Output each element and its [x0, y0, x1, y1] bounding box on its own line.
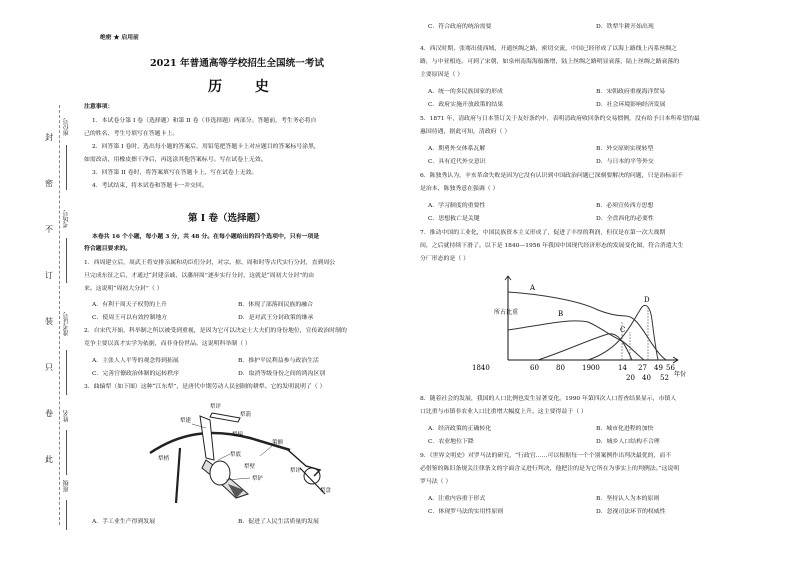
fill-line	[66, 350, 67, 395]
name-label: 姓名	[63, 410, 70, 422]
question-1-text: 1．西周建立后，周武王将安排亲属和功臣们分封，对宗、掠、周和时等古代实行分封，直到周公	[84, 260, 336, 266]
q8-option-c: C．农业地位下降	[428, 439, 474, 445]
question-5-text: 5．1871 年，清政府与日本签订关于友好条约中，表明清政府收回条约交易惯例，没有给予日本所希望的最	[420, 116, 700, 122]
q3-option-a: A．手工业生产得到发展	[92, 519, 156, 525]
plough-label: 犁铲	[252, 476, 264, 482]
tick-label: 27	[638, 364, 647, 372]
plough-label: 犁底	[230, 452, 242, 458]
tick-label: 14	[618, 364, 627, 372]
binding-dashed-line	[59, 105, 60, 525]
question-2-text: 2．自宋代开始，科举制之所以被受到重视，是因为它可以决定士大夫们的身份地位，宣传政治时制的	[84, 328, 347, 334]
plough-label: 犁评	[290, 468, 302, 474]
q8-option-d: D．城乡人口结构不合理	[596, 439, 660, 445]
notes-line: 2．回答第 I 卷时，选出每小题的答案后，用铅笔把答题卡上对应题目的答案标号涂黑，	[92, 144, 320, 150]
curve-label-a: A	[530, 284, 536, 292]
question-6-text: 6．陈独秀认为，辛亥革命失败是因为它没有认识到中国政治问题已深刻要解决的问题，只是治标而不	[420, 173, 683, 179]
question-4-text: 主要原因是（ ）	[420, 72, 464, 78]
question-3-text: 3．曲辕犁（如下图）这种“江东犁”，是唐代中期劳动人民创制的耕犁。它的发明说明了（ ）	[84, 384, 326, 390]
binding-char: 此	[45, 455, 53, 464]
q2-option-d: D．取消等级身份之间的鸿沟区别	[238, 371, 326, 377]
exam-title: 2021 年普通高等学校招生全国统一考试	[150, 58, 324, 69]
plough-label: 策额	[272, 440, 284, 446]
question-5-text: 惠国待遇，据此可知，清政府（ ）	[420, 129, 511, 135]
tick-label: 20	[626, 374, 635, 382]
tick-label: 80	[556, 364, 565, 372]
q9-option-a: A．注重内容重于形式	[428, 496, 486, 502]
question-9-text: 必借鉴的陈旧条规关注律条文的字面含义进行判决，他把注的是为它所在为事实上的判例法。”这说明	[420, 466, 680, 472]
notes-line: 1．本试卷分第 I 卷（选择题）和第 II 卷（非选择题）两部分。答题前，考生务必将自	[92, 118, 317, 124]
binding-char: 只	[45, 363, 53, 372]
chart-y-label: 所占比重	[494, 309, 519, 316]
q6-option-c: C．思想救亡是关键	[428, 216, 480, 222]
binding-char: 订	[45, 271, 53, 280]
secret-mark: 绝密 ★ 启用前	[100, 35, 139, 41]
binding-char: 不	[45, 225, 53, 234]
tick-label: 40	[642, 374, 651, 382]
question-9-text: 9．《世界文明史》对罗马法的研究，“行政官……可以根据每一个个别案例作出判决最优的，而不	[420, 453, 672, 459]
fill-line	[66, 145, 67, 190]
plough-label: 犁辕	[232, 432, 244, 438]
q2-option-b: B．推护平民利益参与政治生活	[238, 358, 319, 364]
q5-option-c: C．具有近代外交意识	[428, 159, 486, 165]
q5-option-d: D．与日本的平等外交	[596, 159, 654, 165]
curve-c	[538, 334, 632, 360]
binding-char: 封	[45, 133, 53, 142]
section-intro: 本卷共 16 个小题，每小题 3 分，共 48 分。在每小题给出的四个选项中，只有一项是	[92, 233, 320, 240]
notes-line: 己的姓名、考生号填写在答题卡上。	[84, 131, 179, 137]
q9-option-c: C．体现罗马法的实用性原则	[428, 509, 504, 515]
question-7-text: 7．推动中国的工业化，中国民族资本主义形成了，促进了丰厚的利润，但仅是在第一次大战期	[420, 230, 666, 236]
question-2-text: 竞争主要以真才实学为依据，而非身份世品。这说明科举制（ ）	[84, 341, 251, 347]
fill-line	[66, 430, 67, 475]
tick-label: 52	[660, 374, 669, 382]
question-6-text: 是治本，陈独秀意在强调（ ）	[420, 186, 499, 192]
seat-number-label: 座位号	[63, 118, 70, 136]
q3-option-b: B．促进了人民生活质量的发展	[238, 519, 319, 525]
tick-label: 49	[654, 364, 663, 372]
question-1-text: 旦完成东征之后，才通过“封建亲戚，以藩屏周”逐步实行分封，这就是“周初大分封”的由	[84, 273, 314, 279]
plough-label: 犁壁	[244, 464, 256, 470]
question-7-text: 间，之后就持续下滑了。以下是 1840—1956 年我国中国现代经济形态的发展变化图，符合消遣大生	[420, 243, 684, 249]
question-8-text: 8．随着社会的发展，我国的人口比例也发生显著变化。1990 年第四次人口普查结果显示，市镇人	[420, 396, 677, 402]
question-4-text: 路，与中亚相连。可到了宋朝，如泉州南海海船渐增，陆上丝绸之路明显衰落，陆上丝绸之路衰落的	[420, 59, 680, 65]
q2-option-a: A．主张人人平等的观念得到拓展	[92, 358, 179, 364]
question-7-text: 分厂形态的是（ ）	[420, 256, 469, 262]
q4-option-a: A．统一的多民族国家的形成	[428, 89, 503, 95]
curve-label-c: C	[620, 326, 626, 334]
notes-line: 如需改动，用橡皮擦干净后，再选涂其他答案标号。写在试卷上无效。	[84, 157, 267, 163]
q6-option-d: D．全盘西化的必要性	[596, 216, 654, 222]
q6-option-b: B．必须宣传西方思想	[596, 203, 654, 209]
notes-heading: 注意事项：	[84, 103, 114, 110]
binding-margin	[8, 0, 74, 562]
section-title: 第 I 卷（选择题）	[188, 213, 266, 224]
curve-label-b: B	[558, 310, 564, 318]
fill-line	[66, 238, 67, 283]
plough-label: 犁箭	[240, 412, 252, 418]
class-label: 班级	[63, 480, 70, 492]
tick-label: 1900	[582, 364, 600, 372]
question-9-text: 罗马法（ ）	[420, 479, 452, 485]
plough-label: 犁梢	[158, 456, 170, 462]
plough-label: 犁建	[180, 418, 192, 424]
tick-label: 1840	[472, 364, 490, 372]
q9-option-b: B．坚持认人为本的原则	[596, 496, 660, 502]
binding-char: 卷	[45, 409, 53, 418]
q4-option-b: B．宋朝政府重视海洋贸易	[596, 89, 666, 95]
question-1-text: 来。这说明“周初大分封”（ ）	[84, 286, 163, 292]
notes-line: 3．回答第 II 卷时，将答案填写在答题卡上，写在试卷上无效。	[92, 170, 258, 176]
q5-option-a: A．期勇外交体系瓦解	[428, 146, 486, 152]
ticket-number-label: 准考证号	[63, 312, 70, 336]
plough-label: 犁盘	[320, 488, 332, 494]
binding-char: 装	[45, 317, 53, 326]
curve-label-d: D	[644, 296, 650, 304]
section-intro: 符合题目要求的。	[84, 245, 132, 252]
tick-label: 60	[530, 364, 539, 372]
q4-option-d: D．社会环境影响经济发展	[596, 102, 666, 108]
q6-option-a: A．学习制度的重要性	[428, 203, 486, 209]
q4-option-c: C．政府实施开放政策的结果	[428, 102, 504, 108]
q1-option-b: B．体现了部落间民族的融合	[238, 302, 314, 308]
q3-option-d: D．铁犁牛耕开始出现	[596, 24, 654, 30]
q8-option-a: A．经济政策的正确转化	[428, 426, 492, 432]
subject-title: 历 史	[208, 79, 283, 95]
q3-option-c: C．符合政府的统治需要	[428, 24, 492, 30]
fill-line	[66, 500, 67, 530]
notes-line: 4．考试结束，将本试卷和答题卡一并交回。	[92, 183, 208, 189]
q8-option-b: B．城市化进程的加快	[596, 426, 654, 432]
binding-char: 密	[45, 179, 53, 188]
q1-option-d: D．是对武王分封政策的继承	[238, 315, 314, 321]
question-8-text: 口比重与市镇非农业人口比重增大幅度上升。这主要得益于（ ）	[420, 409, 587, 415]
q1-option-c: C．使周王可以有效控制地方	[92, 315, 168, 321]
tick-label: 56	[666, 364, 675, 372]
q2-option-c: C．完善官僚政治体制的运转秩序	[92, 371, 179, 377]
exam-room-label: 考场号	[63, 210, 70, 228]
plough-label: 犁评	[210, 404, 222, 410]
q9-option-d: D．忽视司法环节的权威性	[596, 509, 666, 515]
economy-trend-chart	[468, 270, 700, 386]
plough-diagram	[140, 398, 350, 508]
question-4-text: 4．西汉时期，张骞出使西域，开通丝绸之路，密切交流，中国已经形成了以海上路线上丙系丝绸之	[420, 46, 678, 52]
q1-option-a: A．有利于周天子权势的上升	[92, 302, 167, 308]
chart-x-label: 年份	[674, 371, 687, 378]
q5-option-b: B．外交原则实现转型	[596, 146, 654, 152]
